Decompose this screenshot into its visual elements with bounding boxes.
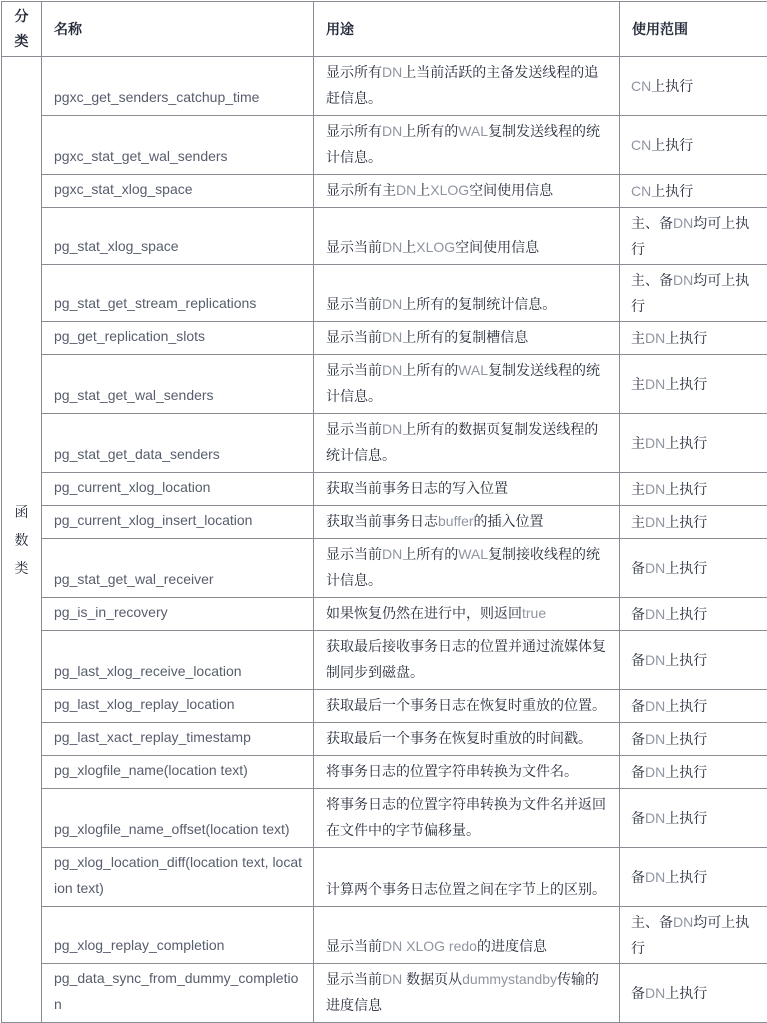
scope-cell: 主DN上执行 xyxy=(620,355,767,414)
table-row xyxy=(2,208,767,265)
table-row xyxy=(2,907,767,964)
latin-text: DN xyxy=(673,272,693,288)
latin-text: DN xyxy=(382,239,402,255)
latin-text: redo xyxy=(449,938,477,954)
latin-text: DN xyxy=(645,652,665,668)
latin-text: DN xyxy=(396,182,416,198)
table-row xyxy=(2,322,767,355)
latin-text: DN xyxy=(645,869,665,885)
latin-text: DN xyxy=(645,514,665,530)
name-cell: pg_current_xlog_location xyxy=(42,473,314,506)
latin-text: DN xyxy=(382,123,402,139)
table-row xyxy=(2,964,767,1023)
purpose-cell: 获取最后接收事务日志的位置并通过流媒体复制同步到磁盘。 xyxy=(314,631,620,690)
table-row xyxy=(2,539,767,598)
table-header xyxy=(2,2,767,57)
name-cell: pg_is_in_recovery xyxy=(42,598,314,631)
purpose-cell: 将事务日志的位置字符串转换为文件名。 xyxy=(314,756,620,789)
scope-cell: 备DN上执行 xyxy=(620,631,767,690)
header-category: 分类 xyxy=(2,2,42,57)
table-row xyxy=(2,355,767,414)
scope-cell: CN上执行 xyxy=(620,175,767,208)
latin-text: CN xyxy=(631,183,651,199)
latin-text: true xyxy=(522,605,546,621)
purpose-cell: 显示当前DN上XLOG空间使用信息 xyxy=(314,208,620,265)
table-row xyxy=(2,723,767,756)
header-name: 名称 xyxy=(42,2,314,57)
latin-text: DN xyxy=(645,435,665,451)
category-cell: 函数类 xyxy=(2,57,42,1023)
latin-text: XLOG xyxy=(416,239,455,255)
table-row xyxy=(2,57,767,116)
latin-text: DN xyxy=(645,606,665,622)
latin-text: DN xyxy=(382,546,402,562)
latin-text: DN xyxy=(645,698,665,714)
latin-text: buffer xyxy=(438,513,474,529)
purpose-cell: 显示所有主DN上XLOG空间使用信息 xyxy=(314,175,620,208)
scope-cell: 备DN上执行 xyxy=(620,723,767,756)
table-row xyxy=(2,598,767,631)
purpose-cell: 获取当前事务日志buffer的插入位置 xyxy=(314,506,620,539)
latin-text: DN xyxy=(382,329,402,345)
table-row xyxy=(2,789,767,848)
purpose-cell: 显示所有DN上当前活跃的主备发送线程的追赶信息。 xyxy=(314,57,620,116)
latin-text: DN xyxy=(382,296,402,312)
latin-text: DN xyxy=(645,731,665,747)
latin-text: WAL xyxy=(458,123,488,139)
table-row xyxy=(2,848,767,907)
scope-cell: 主DN上执行 xyxy=(620,506,767,539)
purpose-cell: 显示当前DN上所有的复制统计信息。 xyxy=(314,265,620,322)
name-cell: pg_stat_get_data_senders xyxy=(42,414,314,473)
scope-cell: 主DN上执行 xyxy=(620,322,767,355)
latin-text: XLOG xyxy=(406,938,445,954)
latin-text: WAL xyxy=(458,362,488,378)
purpose-cell: 显示当前DN 数据页从dummystandby传输的进度信息 xyxy=(314,964,620,1023)
table-row xyxy=(2,414,767,473)
scope-cell: 主、备DN均可上执行 xyxy=(620,265,767,322)
name-cell: pg_stat_xlog_space xyxy=(42,208,314,265)
latin-text: XLOG xyxy=(430,182,469,198)
name-cell: pg_xlogfile_name_offset(location text) xyxy=(42,789,314,848)
latin-text: DN xyxy=(382,938,402,954)
scope-cell: 备DN上执行 xyxy=(620,848,767,907)
purpose-cell: 计算两个事务日志位置之间在字节上的区别。 xyxy=(314,848,620,907)
latin-text: DN xyxy=(645,985,665,1001)
name-cell: pg_xlog_replay_completion xyxy=(42,907,314,964)
latin-text: DN xyxy=(382,421,402,437)
name-cell: pg_stat_get_stream_replications xyxy=(42,265,314,322)
purpose-cell: 显示当前DN上所有的数据页复制发送线程的统计信息。 xyxy=(314,414,620,473)
purpose-cell: 将事务日志的位置字符串转换为文件名并返回在文件中的字节偏移量。 xyxy=(314,789,620,848)
name-cell: pg_last_xact_replay_timestamp xyxy=(42,723,314,756)
scope-cell: 备DN上执行 xyxy=(620,756,767,789)
latin-text: DN xyxy=(645,810,665,826)
scope-cell: CN上执行 xyxy=(620,57,767,116)
table-row xyxy=(2,756,767,789)
name-cell: pgxc_stat_get_wal_senders xyxy=(42,116,314,175)
name-cell: pg_last_xlog_replay_location xyxy=(42,690,314,723)
latin-text: DN xyxy=(673,215,693,231)
name-cell: pg_last_xlog_receive_location xyxy=(42,631,314,690)
table-row xyxy=(2,175,767,208)
latin-text: DN xyxy=(645,481,665,497)
latin-text: dummystandby xyxy=(462,971,557,987)
table-row xyxy=(2,473,767,506)
name-cell: pg_current_xlog_insert_location xyxy=(42,506,314,539)
name-cell: pg_xlogfile_name(location text) xyxy=(42,756,314,789)
table-row xyxy=(2,265,767,322)
name-cell: pg_stat_get_wal_senders xyxy=(42,355,314,414)
purpose-cell: 获取最后一个事务日志在恢复时重放的位置。 xyxy=(314,690,620,723)
purpose-cell: 获取当前事务日志的写入位置 xyxy=(314,473,620,506)
table-row xyxy=(2,116,767,175)
name-cell: pgxc_get_senders_catchup_time xyxy=(42,57,314,116)
name-cell: pg_get_replication_slots xyxy=(42,322,314,355)
table-row xyxy=(2,631,767,690)
scope-cell: 主DN上执行 xyxy=(620,473,767,506)
latin-text: DN xyxy=(645,560,665,576)
header-row xyxy=(2,2,767,57)
latin-text: DN xyxy=(645,376,665,392)
header-scope: 使用范围 xyxy=(620,2,767,57)
purpose-cell: 获取最后一个事务在恢复时重放的时间戳。 xyxy=(314,723,620,756)
table-row xyxy=(2,690,767,723)
scope-cell: 主、备DN均可上执行 xyxy=(620,907,767,964)
name-cell: pgxc_stat_xlog_space xyxy=(42,175,314,208)
name-cell: pg_data_sync_from_dummy_completion xyxy=(42,964,314,1023)
purpose-cell: 显示当前DN XLOG redo的进度信息 xyxy=(314,907,620,964)
scope-cell: 备DN上执行 xyxy=(620,789,767,848)
latin-text: WAL xyxy=(458,546,488,562)
name-cell: pg_stat_get_wal_receiver xyxy=(42,539,314,598)
purpose-cell: 显示当前DN上所有的WAL复制发送线程的统计信息。 xyxy=(314,355,620,414)
latin-text: DN xyxy=(645,764,665,780)
name-cell: pg_xlog_location_diff(location text, location text) xyxy=(42,848,314,907)
latin-text: DN xyxy=(382,971,402,987)
scope-cell: 备DN上执行 xyxy=(620,598,767,631)
latin-text: DN xyxy=(645,330,665,346)
scope-cell: 备DN上执行 xyxy=(620,964,767,1023)
purpose-cell: 显示当前DN上所有的复制槽信息 xyxy=(314,322,620,355)
header-purpose: 用途 xyxy=(314,2,620,57)
scope-cell: 备DN上执行 xyxy=(620,539,767,598)
scope-cell: CN上执行 xyxy=(620,116,767,175)
scope-cell: 主、备DN均可上执行 xyxy=(620,208,767,265)
latin-text: DN xyxy=(382,64,402,80)
latin-text: DN xyxy=(382,362,402,378)
purpose-cell: 如果恢复仍然在进行中，则返回true xyxy=(314,598,620,631)
functions-table xyxy=(1,1,767,1023)
table-body xyxy=(2,57,767,1023)
table-row xyxy=(2,506,767,539)
latin-text: DN xyxy=(673,914,693,930)
purpose-cell: 显示当前DN上所有的WAL复制接收线程的统计信息。 xyxy=(314,539,620,598)
scope-cell: 备DN上执行 xyxy=(620,690,767,723)
purpose-cell: 显示所有DN上所有的WAL复制发送线程的统计信息。 xyxy=(314,116,620,175)
latin-text: CN xyxy=(631,78,651,94)
latin-text: CN xyxy=(631,137,651,153)
scope-cell: 主DN上执行 xyxy=(620,414,767,473)
